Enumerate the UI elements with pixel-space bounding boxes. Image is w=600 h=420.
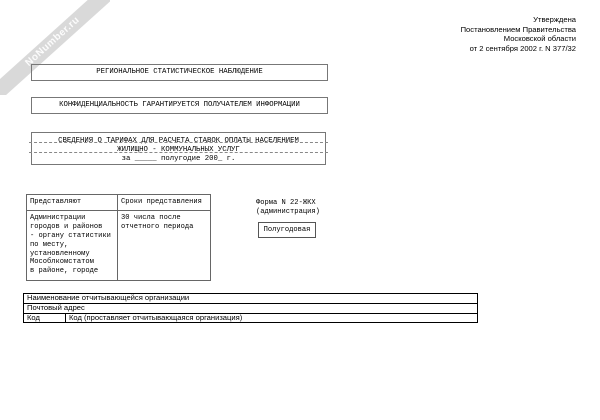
submitter-line: в районе, городе (30, 267, 99, 276)
approval-block (376, 15, 576, 53)
form-number-line: (администрация) (256, 208, 320, 216)
form-number (256, 199, 320, 217)
submitter-cell (27, 210, 118, 280)
title-line: СВЕДЕНИЯ О ТАРИФАХ ДЛЯ РАСЧЕТА СТАВОК ОПЛАТЫ НАСЕЛЕНИЕМ (58, 137, 299, 145)
org-name-label: Наименование отчитывающейся организации (24, 294, 478, 304)
submitter-line: по месту, (30, 240, 69, 249)
dashed-divider (29, 142, 328, 143)
approval-line: Московской области (503, 34, 576, 44)
deadline-line: 30 числа после (121, 213, 181, 222)
title-line: за _____ полугодие 200_ г. (121, 155, 236, 164)
organization-table (23, 293, 478, 323)
periodicity-box: Полугодовая (258, 222, 316, 238)
deadline-line: отчетного периода (121, 222, 194, 231)
observation-text: РЕГИОНАЛЬНОЕ СТАТИСТИЧЕСКОЕ НАБЛЮДЕНИЕ (96, 68, 263, 76)
code-label: Код (24, 313, 66, 323)
form-number-line: Форма N 22-ЖКХ (256, 199, 316, 207)
table-header-cell: Представляют (27, 195, 118, 211)
report-title-box (31, 132, 326, 165)
submitter-line: городов и районов (30, 222, 103, 231)
approval-line: Постановлением Правительства (460, 24, 576, 34)
observation-box (31, 64, 328, 81)
submission-table (26, 194, 211, 281)
submitter-line: установленному (30, 249, 90, 258)
submitter-line: Администрации (30, 213, 86, 222)
postal-address-label: Почтовый адрес (24, 303, 478, 313)
confidentiality-box (31, 97, 328, 114)
table-header-cell: Сроки представления (118, 195, 211, 211)
watermark-text: NoNumber.ru (0, 0, 110, 95)
submitter-line: - органу статистики (30, 231, 111, 240)
dashed-divider (29, 152, 328, 153)
approval-line: от 2 сентября 2002 г. N 377/32 (469, 43, 576, 53)
approval-line: Утверждена (533, 15, 576, 24)
title-line: ЖИЛИЩНО - КОММУНАЛЬНЫХ УСЛУГ (117, 146, 240, 155)
submitter-line: Мособлкомстатом (30, 258, 94, 267)
code-note: Код (проставляет отчитывающаяся организация) (66, 313, 478, 323)
confidentiality-text: КОНФИДЕНЦИАЛЬНОСТЬ ГАРАНТИРУЕТСЯ ПОЛУЧАТЕЛЕМ ИНФОРМАЦИИ (59, 101, 300, 109)
deadline-cell (118, 210, 211, 280)
